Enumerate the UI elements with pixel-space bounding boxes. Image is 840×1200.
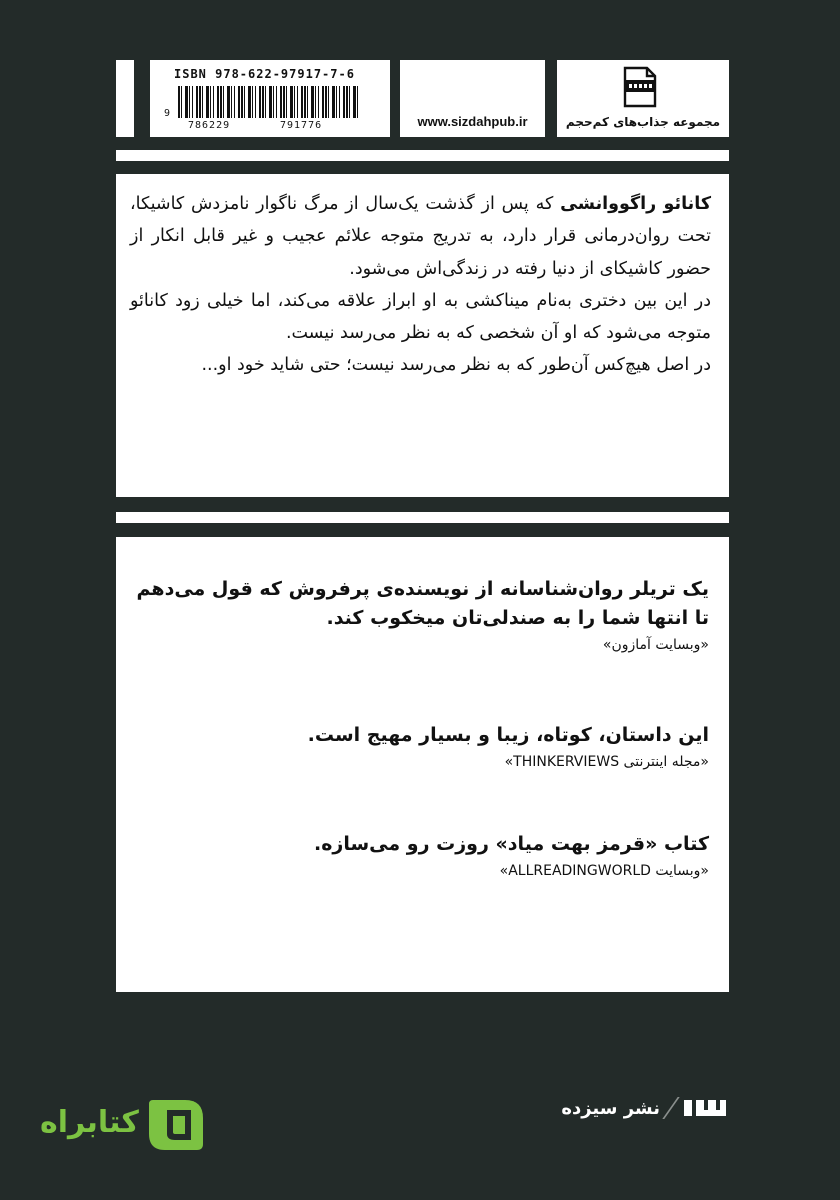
publisher-mark (561, 1096, 728, 1120)
document-size-icon (621, 66, 659, 108)
publisher-name: نشر سیزده (561, 1097, 660, 1119)
synopsis-paragraph: در اصل هیچ‌کس آن‌طور که به نظر می‌رسد نیست؛ حتی شاید خود او... (201, 355, 711, 376)
review-quote: یک تریلر روان‌شناسانه از نویسنده‌ی پرفروش که قول می‌دهم تا انتها شما را به صندلی‌تان میخکوب کند. (136, 578, 709, 629)
isbn-digits-left: 786229 (188, 120, 231, 131)
series-title: مجموعه جذاب‌های کم‌حجم (565, 115, 721, 129)
review-source: «وبسایت آمازون» (602, 637, 709, 653)
isbn-barcode (150, 60, 390, 137)
isbn-digits-right: 791776 (280, 120, 323, 131)
ketabrah-text: کتابراه (40, 1104, 139, 1140)
synopsis-paragraph: در این بین دختری به‌نام میناکشی به او ابراز علاقه می‌کند، اما خیلی زود کانائو متوجه می‌شود که او آن شخصی که به نظر می‌رسد نیست. (130, 290, 711, 344)
edge-strip (116, 60, 134, 137)
website-panel (400, 60, 545, 137)
review-item (130, 830, 709, 879)
review-source: «وبسایت ALLREADINGWORLD» (499, 863, 709, 879)
ketabrah-watermark (40, 1090, 207, 1154)
review-item (130, 575, 709, 653)
protagonist-name: کانائو راگووانشی (560, 194, 711, 214)
slash-divider (662, 1097, 679, 1119)
synopsis-panel (116, 174, 729, 497)
review-quote: کتاب «قرمز بهت میاد» روزت رو می‌سازه. (313, 833, 709, 855)
review-source: «مجله اینترنتی THINKERVIEWS» (504, 754, 709, 770)
website-url[interactable]: www.sizdahpub.ir (417, 114, 528, 129)
synopsis-paragraph: کانائو راگووانشی که پس از گذشت یک‌سال از مرگ ناگوار نامزدش کاشیکا، تحت روان‌درمانی قرار دارد، به تدریج متوجه علائم عجیب و غیر قابل انکار از حضور کاشیکای از دنیا رفته در زندگی‌اش می‌شود. (130, 194, 711, 279)
ketabrah-logo-icon (145, 1090, 207, 1154)
reviews-panel (116, 537, 729, 992)
isbn-number: ISBN 978-622-97917-7-6 (174, 67, 355, 81)
sizdah-logo-icon (682, 1096, 728, 1120)
isbn-prefix-digit: 9 (164, 108, 171, 119)
divider-bar (116, 512, 729, 523)
review-item (130, 721, 709, 770)
series-panel (557, 60, 729, 137)
barcode-icon (178, 86, 358, 118)
divider-bar (116, 150, 729, 161)
review-quote: این داستان، کوتاه، زیبا و بسیار مهیج است. (307, 724, 709, 746)
